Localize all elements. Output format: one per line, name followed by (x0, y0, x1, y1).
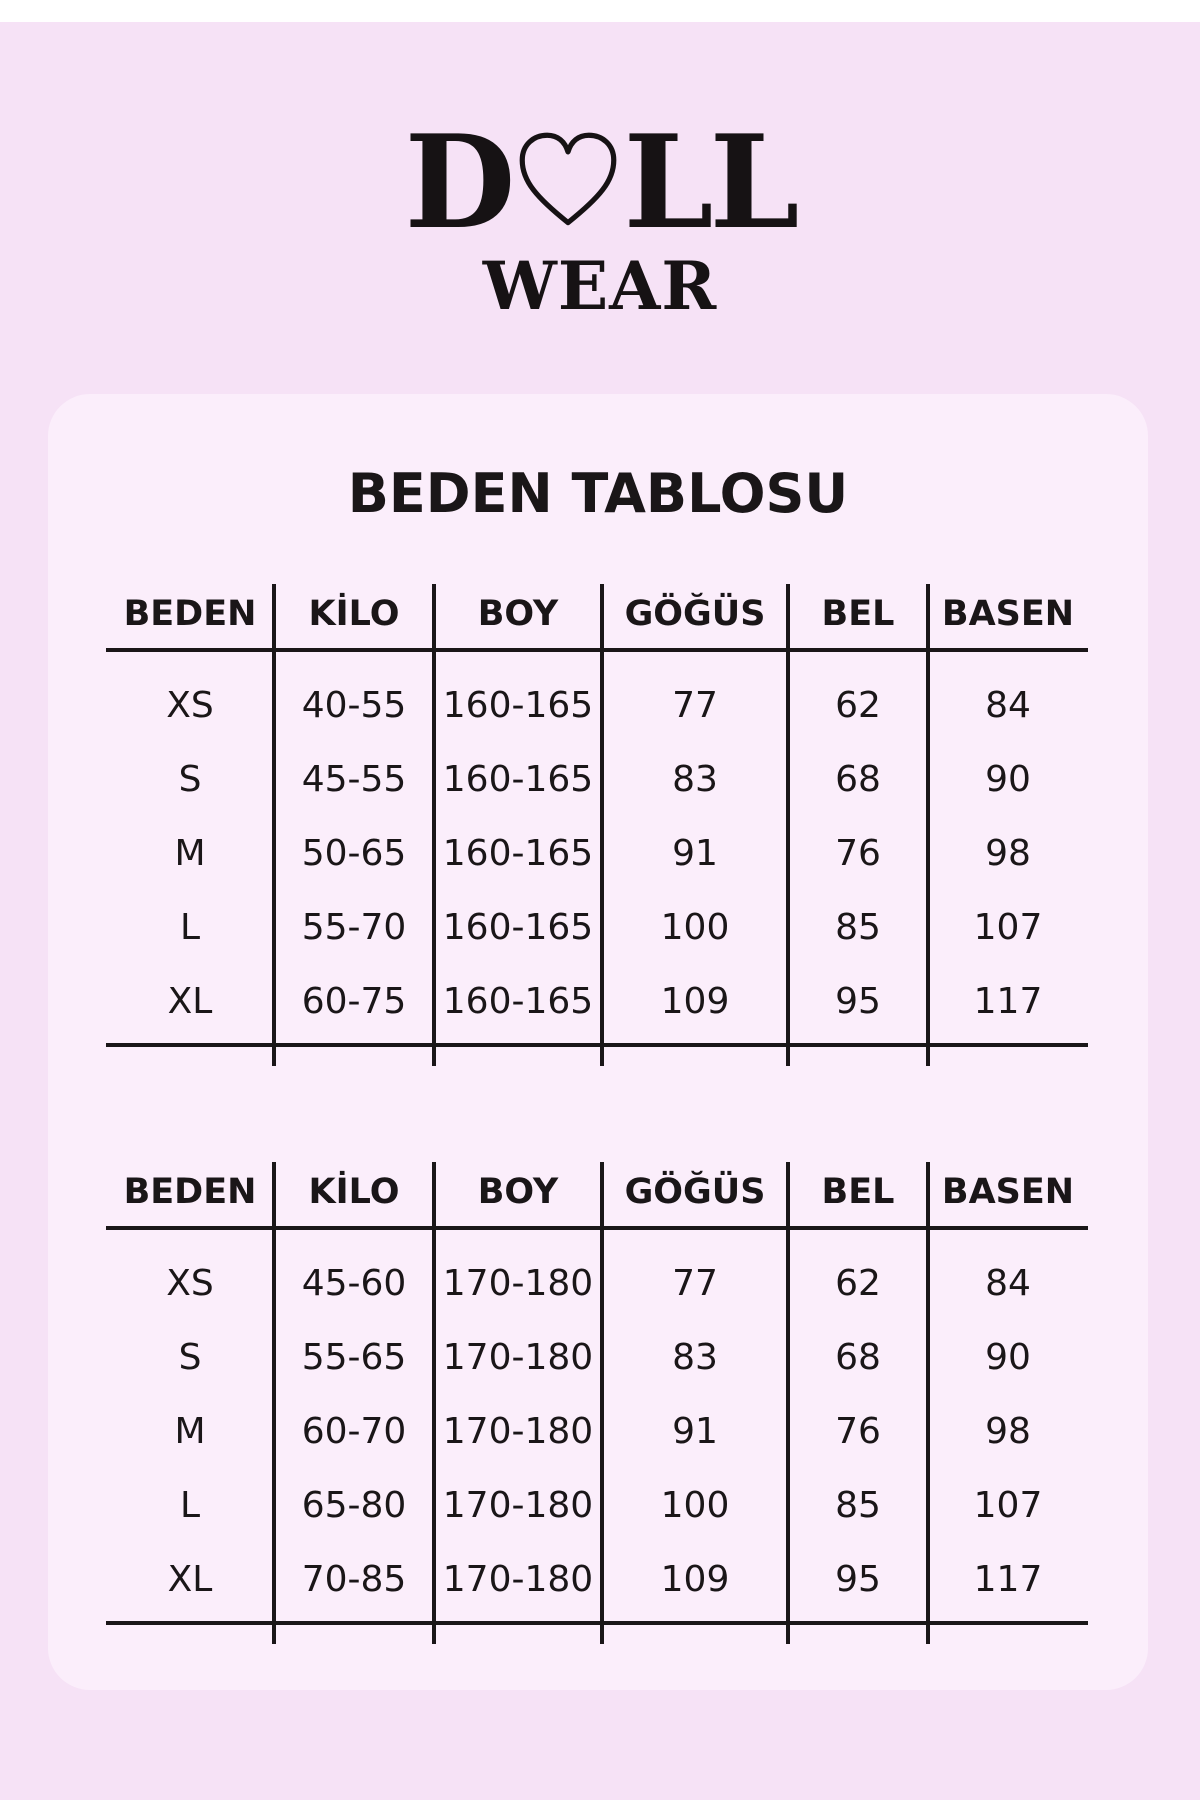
cell-basen: 90 (985, 1337, 1031, 1378)
cell-bel: 62 (835, 685, 881, 726)
header-beden: BEDEN (123, 594, 257, 634)
logo-letters-ll: LL (623, 108, 796, 258)
column-divider (600, 1162, 604, 1644)
cell-boy: 160-165 (442, 981, 594, 1022)
column-divider (926, 584, 930, 1066)
cell-beden: L (179, 1485, 201, 1526)
table-row (106, 972, 1088, 1032)
cell-gogus: 77 (672, 685, 718, 726)
brand-logo (0, 108, 1200, 325)
cell-beden: XL (167, 981, 213, 1022)
cell-gogus: 109 (660, 981, 730, 1022)
cell-beden: M (174, 1411, 206, 1452)
header-bel: BEL (821, 1172, 895, 1212)
header-divider (106, 1226, 1088, 1230)
page-background (0, 22, 1200, 1800)
column-divider (600, 584, 604, 1066)
header-beden: BEDEN (123, 1172, 257, 1212)
table-bottom-line (106, 1621, 1088, 1625)
cell-bel: 68 (835, 759, 881, 800)
heart-icon (516, 129, 620, 233)
header-gogus: GÖĞÜS (624, 594, 766, 634)
cell-gogus: 91 (672, 833, 718, 874)
cell-basen: 117 (973, 981, 1043, 1022)
column-divider (926, 1162, 930, 1644)
cell-kilo: 40-55 (301, 685, 407, 726)
cell-beden: L (179, 907, 201, 948)
table-row (106, 1476, 1088, 1536)
cell-kilo: 60-70 (301, 1411, 407, 1452)
table-bottom-line (106, 1043, 1088, 1047)
table-row (106, 824, 1088, 884)
header-kilo: KİLO (308, 1172, 400, 1212)
cell-boy: 170-180 (442, 1485, 594, 1526)
cell-gogus: 100 (660, 1485, 730, 1526)
header-boy: BOY (477, 594, 559, 634)
cell-boy: 170-180 (442, 1263, 594, 1304)
logo-doll-wordmark (0, 108, 1200, 258)
cell-boy: 160-165 (442, 685, 594, 726)
chart-title: BEDEN TABLOSU (347, 462, 849, 525)
table-header-row (106, 584, 1088, 644)
cell-basen: 107 (973, 907, 1043, 948)
cell-basen: 90 (985, 759, 1031, 800)
cell-boy: 170-180 (442, 1411, 594, 1452)
cell-basen: 84 (985, 1263, 1031, 1304)
table-row (106, 1254, 1088, 1314)
table-row (106, 1328, 1088, 1388)
cell-basen: 84 (985, 685, 1031, 726)
header-bel: BEL (821, 594, 895, 634)
cell-kilo: 55-65 (301, 1337, 407, 1378)
cell-boy: 160-165 (442, 759, 594, 800)
table-row (106, 676, 1088, 736)
table-row (106, 1550, 1088, 1610)
cell-beden: XS (166, 1263, 214, 1304)
header-divider (106, 648, 1088, 652)
cell-bel: 85 (835, 907, 881, 948)
cell-gogus: 109 (660, 1559, 730, 1600)
cell-gogus: 100 (660, 907, 730, 948)
cell-basen: 98 (985, 833, 1031, 874)
cell-boy: 170-180 (442, 1559, 594, 1600)
cell-kilo: 65-80 (301, 1485, 407, 1526)
cell-kilo: 60-75 (301, 981, 407, 1022)
cell-beden: S (178, 1337, 202, 1378)
cell-kilo: 70-85 (301, 1559, 407, 1600)
cell-bel: 85 (835, 1485, 881, 1526)
size-chart-card (48, 394, 1148, 1690)
cell-boy: 160-165 (442, 907, 594, 948)
cell-kilo: 45-60 (301, 1263, 407, 1304)
column-divider (272, 1162, 276, 1644)
cell-gogus: 83 (672, 1337, 718, 1378)
cell-kilo: 50-65 (301, 833, 407, 874)
column-divider (432, 1162, 436, 1644)
cell-gogus: 83 (672, 759, 718, 800)
cell-gogus: 91 (672, 1411, 718, 1452)
cell-beden: XS (166, 685, 214, 726)
cell-bel: 95 (835, 1559, 881, 1600)
cell-basen: 117 (973, 1559, 1043, 1600)
cell-bel: 76 (835, 833, 881, 874)
header-basen: BASEN (941, 594, 1075, 634)
column-divider (272, 584, 276, 1066)
cell-beden: XL (167, 1559, 213, 1600)
cell-gogus: 77 (672, 1263, 718, 1304)
cell-bel: 95 (835, 981, 881, 1022)
header-gogus: GÖĞÜS (624, 1172, 766, 1212)
cell-basen: 98 (985, 1411, 1031, 1452)
cell-bel: 76 (835, 1411, 881, 1452)
column-divider (432, 584, 436, 1066)
logo-wear-wordmark: WEAR (482, 247, 718, 325)
cell-bel: 68 (835, 1337, 881, 1378)
cell-basen: 107 (973, 1485, 1043, 1526)
cell-boy: 160-165 (442, 833, 594, 874)
cell-kilo: 45-55 (301, 759, 407, 800)
header-boy: BOY (477, 1172, 559, 1212)
logo-letter-d: D (404, 108, 512, 258)
cell-boy: 170-180 (442, 1337, 594, 1378)
table-header-row (106, 1162, 1088, 1222)
column-divider (786, 1162, 790, 1644)
cell-beden: M (174, 833, 206, 874)
table-row (106, 898, 1088, 958)
header-kilo: KİLO (308, 594, 400, 634)
header-basen: BASEN (941, 1172, 1075, 1212)
cell-kilo: 55-70 (301, 907, 407, 948)
cell-beden: S (178, 759, 202, 800)
cell-bel: 62 (835, 1263, 881, 1304)
table-row (106, 750, 1088, 810)
column-divider (786, 584, 790, 1066)
table-row (106, 1402, 1088, 1462)
